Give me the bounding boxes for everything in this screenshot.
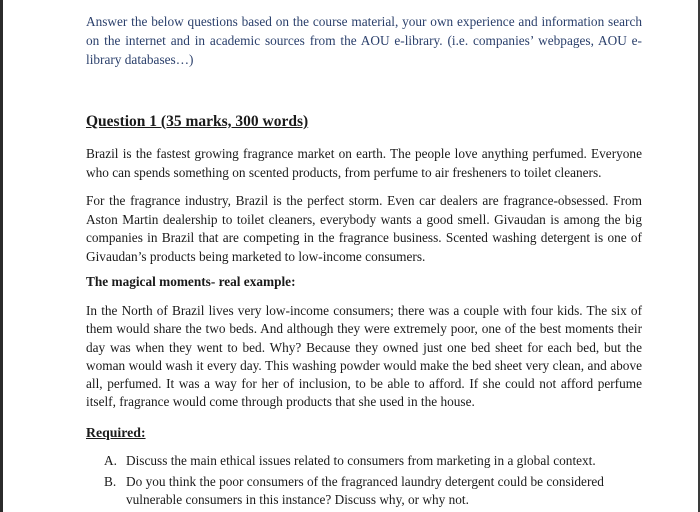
required-heading: Required: [86,425,146,440]
question-title: Question 1 (35 marks, 300 words) [86,113,309,130]
intro-instructions: Answer the below questions based on the course material, your own experience and information search on the internet and in academic sources from the AOU e-library. (i.e. companies’ webpages, AOU e-library databases…) [86,14,642,67]
required-item-letter: B. [104,473,117,489]
paragraph-brazil-market: Brazil is the fastest growing fragrance market on earth. The people love anything perfumed. Everyone who can spends something on scented products, from perfume to air fresheners to toilet cleaners. [86,146,642,180]
required-item-text: Discuss the main ethical issues related to consumers from marketing in a global context. [126,453,596,468]
paragraph-fragrance-industry: For the fragrance industry, Brazil is the perfect storm. Even car dealers are fragrance-obsessed. From Aston Martin dealership to toilet cleaners, everybody wants a good smell. Givaudan is among the big companies in Brazil that are competing in the fragrance business. Scented washing detergent is one of Givaudan’s products being marketed to low-income consumers. [86,193,642,264]
required-item-letter: A. [104,453,117,468]
required-item-text: Do you think the poor consumers of the fragranced laundry detergent could be considered vulnerable consumers in this instance? Discuss why, or why not. [126,473,604,507]
example-paragraph: In the North of Brazil lives very low-income consumers; there was a couple with four kids. The six of them would share the two beds. And although they were extremely poor, one of the best moments their day was when they went to bed. Why? Because they owned just one bed sheet for each bed, but the woman would wash it every day. This washing powder would make the bed sheet very clean, and above all, perfumed. It was a way for her of inclusion, to be able to afford. If she could not afford perfume itself, fragrance would come through products that she used in the house. [86,303,642,410]
required-item-a [104,452,624,471]
required-list [104,452,624,512]
document-page [86,12,642,507]
page-left-border [0,0,3,512]
example-heading: The magical moments- real example: [86,274,296,289]
required-item-b [104,473,624,510]
